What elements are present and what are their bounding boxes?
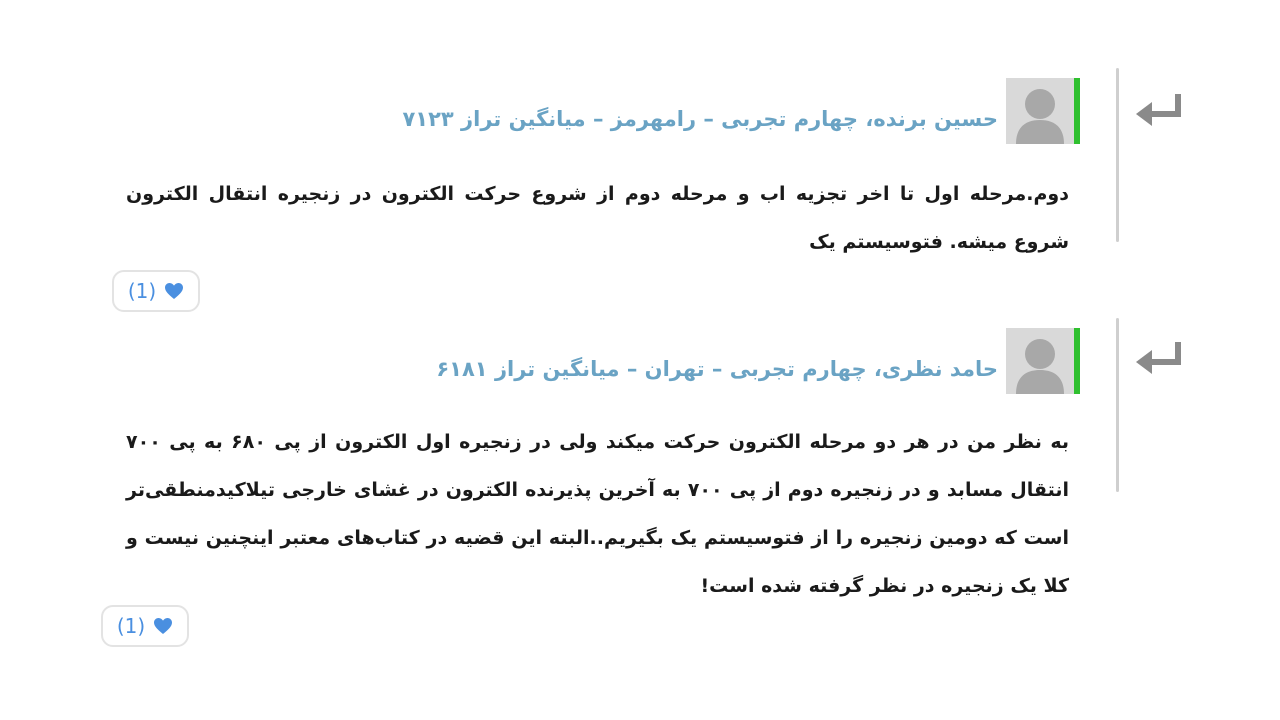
comment-author: حسین برنده، چهارم تجربی – رامهرمز – میانگین تراز ۷۱۲۳ [402,107,998,131]
comment-author: حامد نظری، چهارم تجربی – تهران – میانگین تراز ۶۱۸۱ [436,357,998,381]
online-indicator [1074,78,1080,144]
reply-arrow-icon[interactable] [1132,92,1192,132]
like-button[interactable] [101,605,189,647]
heart-icon [153,617,173,635]
like-count: (1) [116,614,146,638]
online-indicator [1074,328,1080,394]
thread-divider [1116,68,1119,242]
like-button[interactable] [112,270,200,312]
user-avatar-icon [1006,328,1074,394]
comment-body: به نظر من در هر دو مرحله الکترون حرکت میکند ولی در زنجیره اول الکترون از پی ۶۸۰ به پی ۷۰۰ انتقال مسابد و در زنجیره دوم از پی ۷۰۰ به آخرین پذیرنده الکترون در غشای خارجی تیلاکیدمنطقی‌تر است که دومین زنجیره را از فتوسیستم یک بگیریم..البته این قضیه در کتاب‌های معتبر اینچنین نیست و کلا یک زنجیره در نظر گرفته شده است! [126,431,1069,597]
thread-divider [1116,318,1119,492]
like-count: (1) [127,279,157,303]
comment-body: دوم.مرحله اول تا اخر تجزیه اب و مرحله دوم از شروع حرکت الکترون در زنجیره انتقال الکترون شروع میشه. فتوسیستم یک [126,183,1069,253]
reply-arrow-icon[interactable] [1132,340,1192,380]
heart-icon [164,282,184,300]
avatar [1006,328,1080,394]
avatar [1006,78,1080,144]
user-avatar-icon [1006,78,1074,144]
